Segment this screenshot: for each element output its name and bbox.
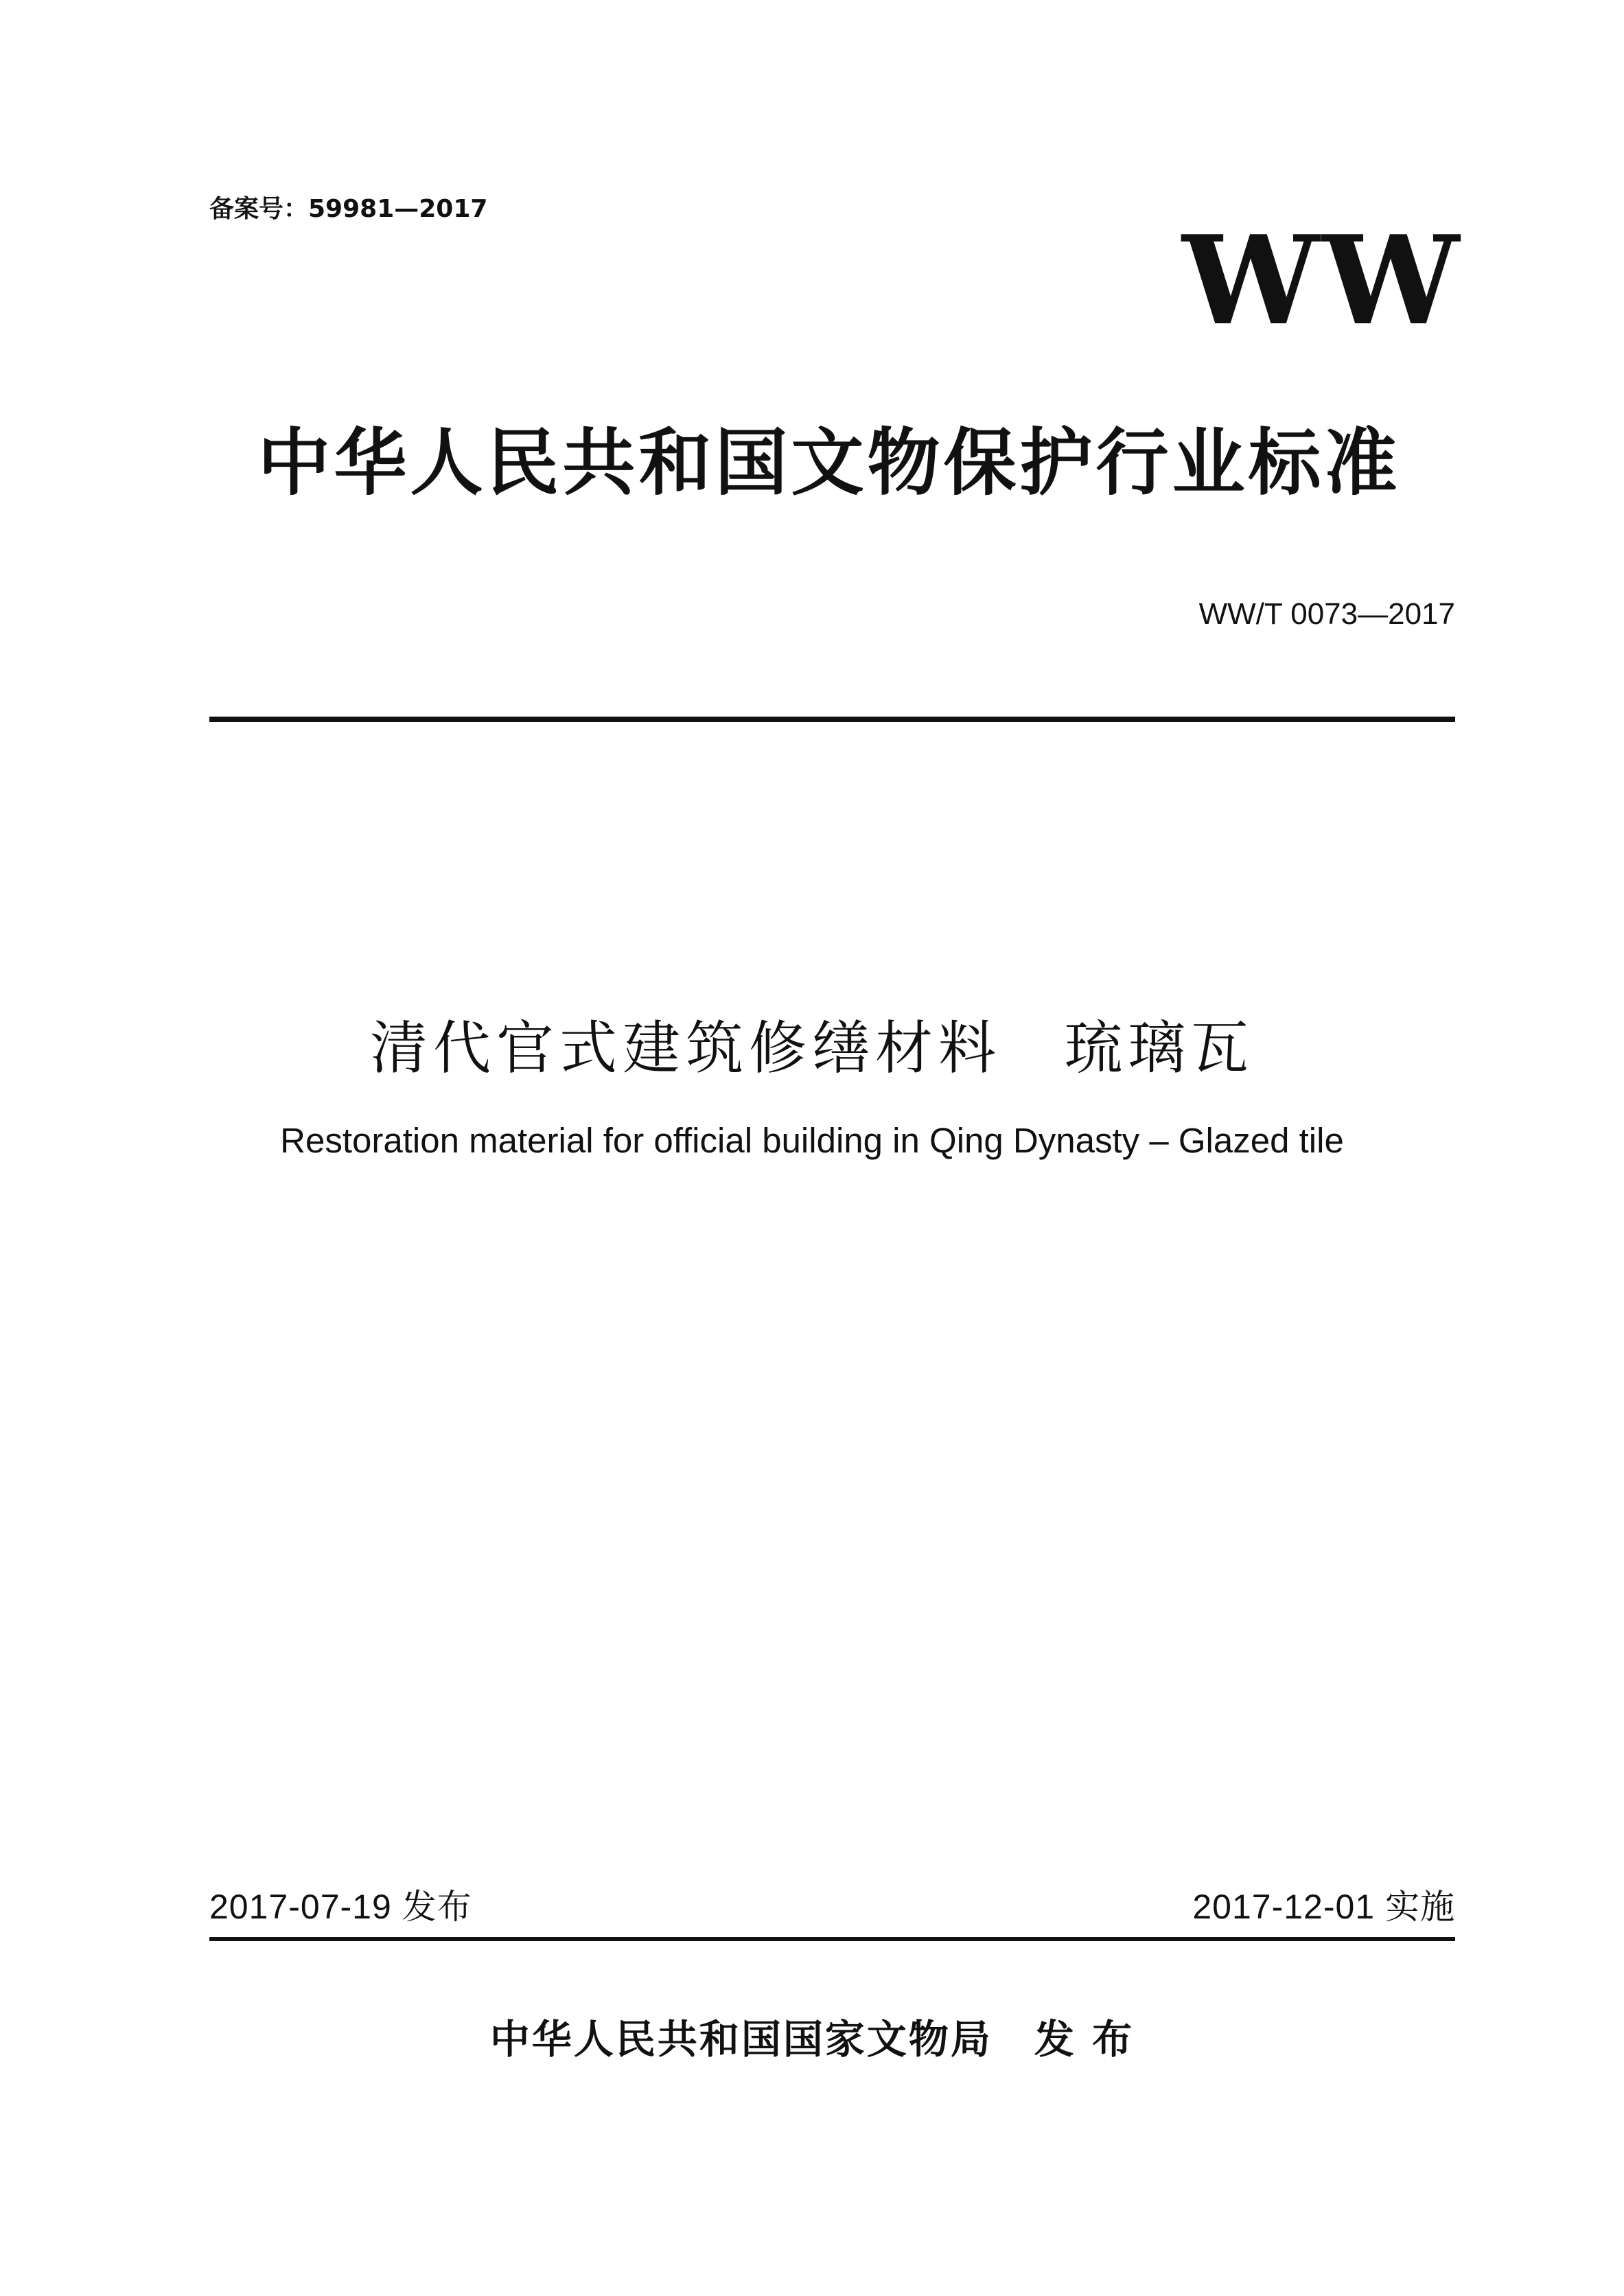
document-title-english: Restoration material for official building in Qing Dynasty – Glazed tile (280, 1121, 1344, 1160)
issue-date: 2017-07-19 发布 (209, 1888, 472, 1926)
standard-code: WW/T 0073—2017 (1198, 597, 1455, 631)
issuing-authority: 中华人民共和国国家文物局 发 布 (489, 2016, 1135, 2063)
ww-logo: WW (1182, 209, 1462, 352)
implementation-date: 2017-12-01 实施 (1192, 1888, 1455, 1926)
record-number: 备案号：59981—2017 (209, 195, 488, 223)
bottom-divider (209, 1937, 1455, 1941)
industry-standard-title: 中华人民共和国文物保护行业标准 (257, 421, 1401, 505)
document-title-chinese: 清代官式建筑修缮材料 琉璃瓦 (369, 1014, 1254, 1082)
top-divider (209, 717, 1455, 722)
